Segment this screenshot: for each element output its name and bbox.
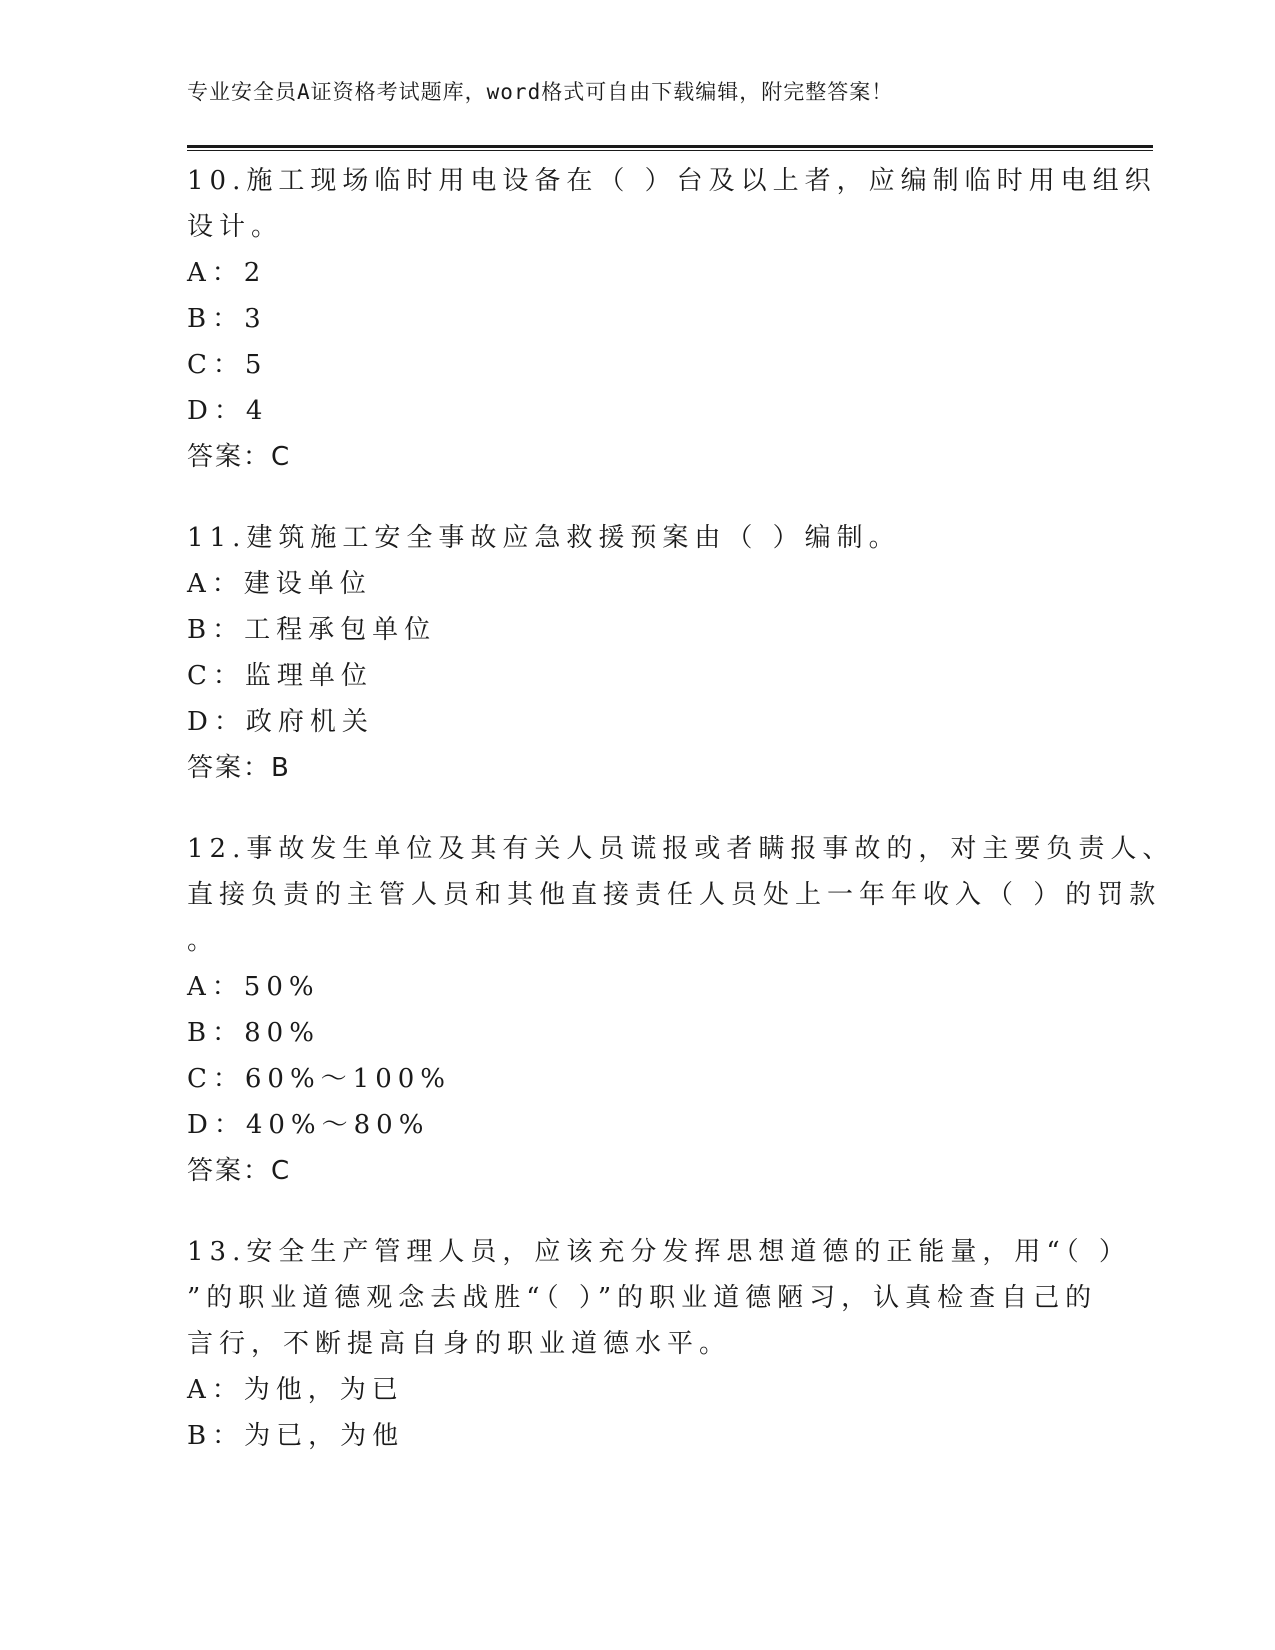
option-b: B：为已，为他 (187, 1421, 405, 1451)
question-stem: 10.施工现场临时用电设备在（ ）台及以上者，应编制临时用电组织 (187, 166, 1157, 196)
option-c: C：监理单位 (187, 661, 373, 691)
answer: 答案：C (187, 442, 292, 472)
question-13 (187, 1229, 1131, 1459)
question-12 (187, 826, 1175, 1194)
option-a: A：为他，为已 (187, 1375, 404, 1405)
option-c: C：5 (187, 350, 268, 380)
question-stem: 12.事故发生单位及其有关人员谎报或者瞒报事故的，对主要负责人、 (187, 834, 1175, 864)
question-stem: 13.安全生产管理人员，应该充分发挥思想道德的正能量，用“（ ） (187, 1237, 1131, 1267)
question-stem: 言行，不断提高自身的职业道德水平。 (187, 1329, 732, 1359)
question-10 (187, 158, 1157, 480)
option-a: A：50% (187, 972, 320, 1002)
question-stem: 。 (187, 926, 220, 956)
option-b: B：80% (187, 1018, 320, 1048)
question-stem: 直接负责的主管人员和其他直接责任人员处上一年年收入（ ）的罚款 (187, 880, 1162, 910)
option-a: A：2 (187, 258, 267, 288)
question-11 (187, 515, 1087, 791)
answer: 答案：C (187, 1156, 292, 1186)
question-list (187, 158, 1175, 1494)
option-a: A：建设单位 (187, 569, 372, 599)
question-stem: ”的职业道德观念去战胜“（ ）”的职业道德陋习，认真检查自己的 (187, 1283, 1098, 1313)
page-header: 专业安全员A证资格考试题库，word格式可自由下载编辑，附完整答案！ (187, 80, 894, 104)
header-divider (187, 145, 1153, 148)
option-d: D：4 (187, 396, 269, 426)
option-c: C：60%～100% (187, 1064, 452, 1094)
option-b: B：工程承包单位 (187, 615, 437, 645)
option-b: B：3 (187, 304, 267, 334)
question-stem: 11.建筑施工安全事故应急救援预案由（ ）编制。 (187, 523, 901, 553)
question-stem: 设计。 (187, 212, 284, 242)
option-d: D：政府机关 (187, 707, 374, 737)
option-d: D：40%～80% (187, 1110, 430, 1140)
answer: 答案：B (187, 753, 291, 783)
header-divider-thin (187, 150, 1153, 151)
